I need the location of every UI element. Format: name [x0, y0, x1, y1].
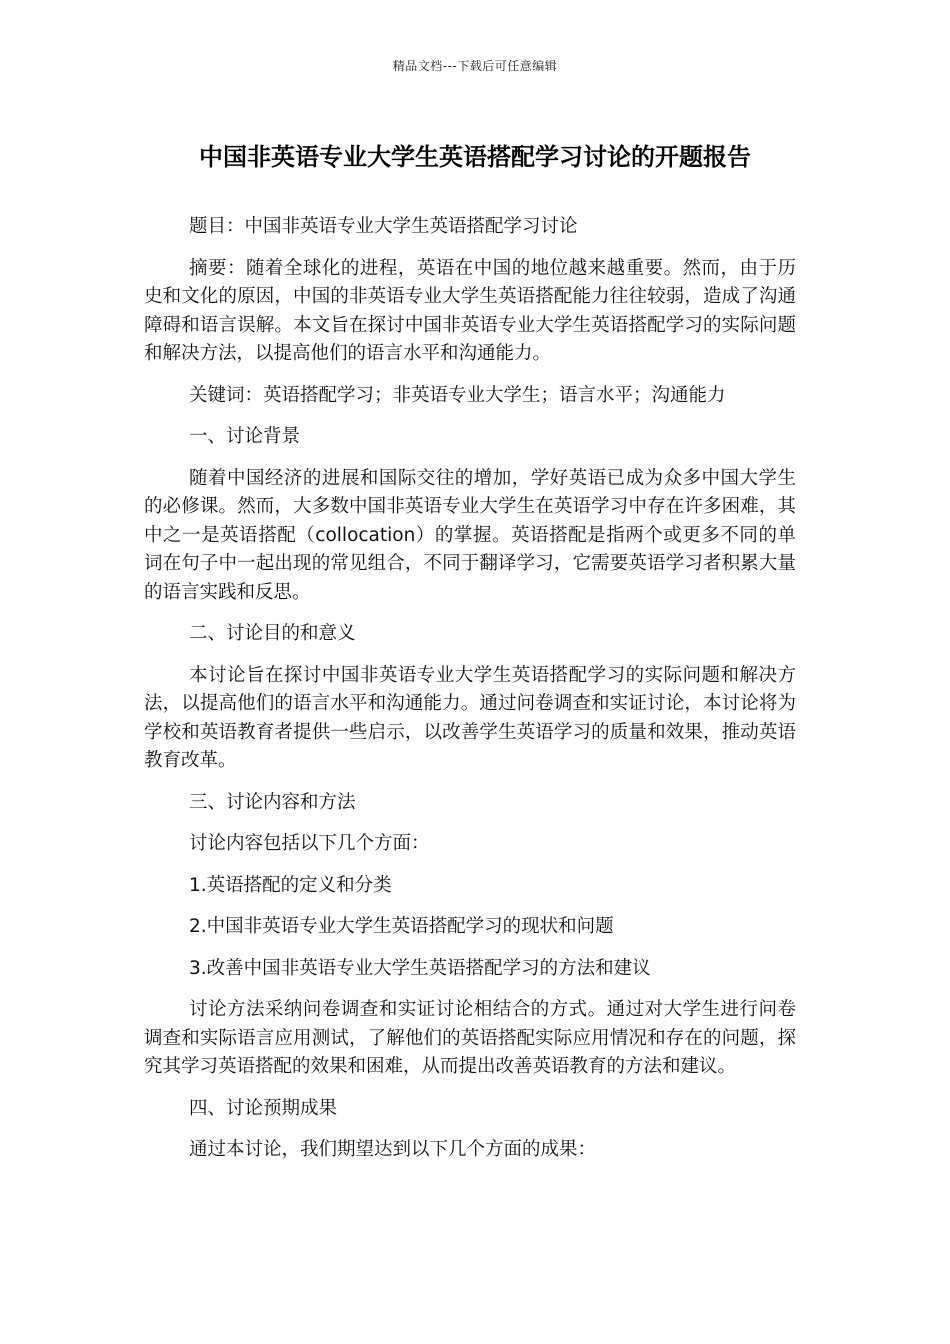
section-heading-background: 一、讨论背景 — [189, 426, 301, 447]
header-note: 精品文档---下载后可任意编辑 — [392, 59, 558, 73]
content-intro-line: 讨论内容包括以下几个方面： — [189, 833, 430, 854]
content-list-item: 1.英语搭配的定义和分类 — [189, 874, 392, 896]
background-paragraph: 随着中国经济的进展和国际交往的增加，学好英语已成为众多中国大学生的必修课。然而，大多数中国非英语专业大学生在英语学习中存在许多困难，其中之一是英语搭配（collocation）的掌握。英语搭配是指两个或更多不同的单词在句子中一起出现的常见组合，不同于翻译学习，它需要英语学习者积累大量的语言实践和反思。 — [144, 467, 796, 603]
section-heading-content-method: 三、讨论内容和方法 — [189, 791, 356, 813]
document-body — [144, 213, 796, 1178]
keywords-line: 关键词：英语搭配学习；非英语专业大学生；语言水平；沟通能力 — [189, 384, 726, 406]
content-list-item: 2.中国非英语专业大学生英语搭配学习的现状和问题 — [189, 916, 614, 937]
section-heading-purpose: 二、讨论目的和意义 — [189, 623, 356, 644]
method-paragraph: 讨论方法采纳问卷调查和实证讨论相结合的方式。通过对大学生进行问卷调查和实际语言应用测试，了解他们的英语搭配实际应用情况和存在的问题，探究其学习英语搭配的效果和困难，从而提出改善英语教育的方法和建议。 — [144, 999, 796, 1077]
abstract-paragraph: 摘要：随着全球化的进程，英语在中国的地位越来越重要。然而，由于历史和文化的原因，中国的非英语专业大学生英语搭配能力往往较弱，造成了沟通障碍和语言误解。本文旨在探讨中国非英语专业大学生英语搭配学习的实际问题和解决方法，以提高他们的语言水平和沟通能力。 — [144, 257, 796, 364]
purpose-paragraph: 本讨论旨在探讨中国非英语专业大学生英语搭配学习的实际问题和解决方法，以提高他们的语言水平和沟通能力。通过问卷调查和实证讨论，本讨论将为学校和英语教育者提供一些启示，以改善学生英语学习的质量和效果，推动英语教育改革。 — [144, 664, 796, 771]
section-heading-expected-results: 四、讨论预期成果 — [189, 1097, 338, 1119]
expected-results-intro: 通过本讨论，我们期望达到以下几个方面的成果： — [189, 1139, 597, 1160]
topic-line: 题目：中国非英语专业大学生英语搭配学习讨论 — [189, 216, 578, 237]
document-title: 中国非英语专业大学生英语搭配学习讨论的开题报告 — [199, 143, 751, 171]
content-list-item: 3.改善中国非英语专业大学生英语搭配学习的方法和建议 — [189, 957, 651, 979]
